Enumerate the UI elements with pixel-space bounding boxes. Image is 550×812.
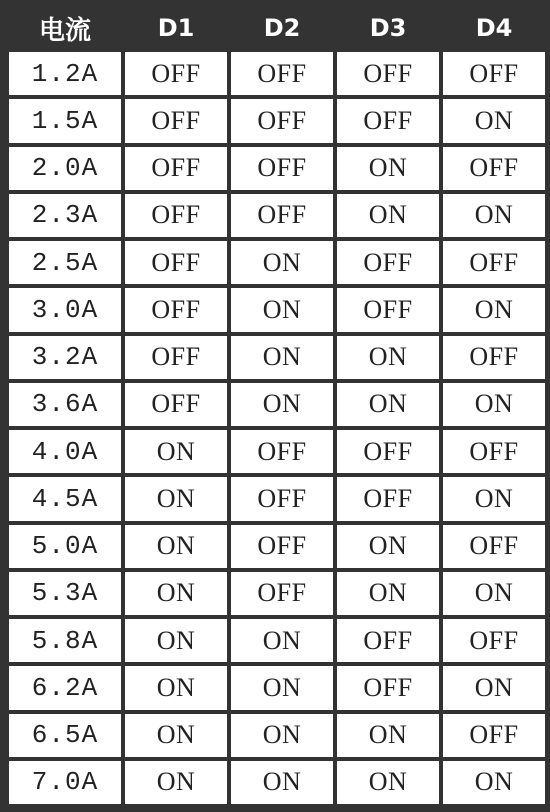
- d2-switch-state-cell: ON: [231, 619, 333, 662]
- d3-switch-state-cell: ON: [337, 336, 439, 379]
- current-value-cell: 1.2A: [9, 52, 121, 95]
- current-value-cell: 5.3A: [9, 572, 121, 615]
- current-value-cell: 6.2A: [9, 666, 121, 709]
- d1-switch-state-cell: OFF: [125, 194, 227, 237]
- d4-switch-state-cell: ON: [443, 666, 545, 709]
- table-row: [9, 572, 545, 615]
- d2-switch-state-cell: ON: [231, 761, 333, 804]
- d3-switch-state-cell: OFF: [337, 52, 439, 95]
- d2-switch-state-cell: OFF: [231, 52, 333, 95]
- header-d1: D1: [125, 8, 227, 48]
- d2-switch-state-cell: OFF: [231, 525, 333, 568]
- current-value-cell: 4.0A: [9, 430, 121, 473]
- d1-switch-state-cell: ON: [125, 477, 227, 520]
- d1-switch-state-cell: OFF: [125, 52, 227, 95]
- d2-switch-state-cell: ON: [231, 288, 333, 331]
- table-row: [9, 525, 545, 568]
- table-header: [9, 8, 545, 48]
- header-d2: D2: [231, 8, 333, 48]
- table-row: [9, 336, 545, 379]
- d2-switch-state-cell: OFF: [231, 572, 333, 615]
- d2-switch-state-cell: ON: [231, 714, 333, 757]
- current-value-cell: 3.2A: [9, 336, 121, 379]
- d4-switch-state-cell: OFF: [443, 52, 545, 95]
- d2-switch-state-cell: ON: [231, 666, 333, 709]
- d1-switch-state-cell: OFF: [125, 383, 227, 426]
- d2-switch-state-cell: ON: [231, 336, 333, 379]
- d1-switch-state-cell: ON: [125, 525, 227, 568]
- d3-switch-state-cell: OFF: [337, 666, 439, 709]
- current-value-cell: 6.5A: [9, 714, 121, 757]
- d4-switch-state-cell: OFF: [443, 619, 545, 662]
- d1-switch-state-cell: OFF: [125, 336, 227, 379]
- d3-switch-state-cell: OFF: [337, 477, 439, 520]
- d4-switch-state-cell: ON: [443, 761, 545, 804]
- d4-switch-state-cell: ON: [443, 477, 545, 520]
- d3-switch-state-cell: ON: [337, 572, 439, 615]
- d3-switch-state-cell: ON: [337, 383, 439, 426]
- d1-switch-state-cell: OFF: [125, 288, 227, 331]
- d2-switch-state-cell: OFF: [231, 477, 333, 520]
- current-value-cell: 5.0A: [9, 525, 121, 568]
- header-row: [9, 8, 545, 48]
- table-row: [9, 761, 545, 804]
- d3-switch-state-cell: ON: [337, 525, 439, 568]
- current-value-cell: 2.3A: [9, 194, 121, 237]
- current-value-cell: 7.0A: [9, 761, 121, 804]
- current-value-cell: 2.0A: [9, 147, 121, 190]
- table-row: [9, 52, 545, 95]
- dip-switch-current-table: [5, 4, 549, 808]
- d4-switch-state-cell: OFF: [443, 241, 545, 284]
- table-row: [9, 241, 545, 284]
- table-row: [9, 477, 545, 520]
- d4-switch-state-cell: OFF: [443, 336, 545, 379]
- current-value-cell: 2.5A: [9, 241, 121, 284]
- table-row: [9, 194, 545, 237]
- d2-switch-state-cell: OFF: [231, 430, 333, 473]
- d2-switch-state-cell: ON: [231, 241, 333, 284]
- d3-switch-state-cell: OFF: [337, 288, 439, 331]
- current-value-cell: 4.5A: [9, 477, 121, 520]
- d3-switch-state-cell: ON: [337, 147, 439, 190]
- d3-switch-state-cell: ON: [337, 714, 439, 757]
- d1-switch-state-cell: ON: [125, 714, 227, 757]
- d1-switch-state-cell: OFF: [125, 241, 227, 284]
- d1-switch-state-cell: OFF: [125, 99, 227, 142]
- table-row: [9, 619, 545, 662]
- d4-switch-state-cell: ON: [443, 572, 545, 615]
- d4-switch-state-cell: OFF: [443, 430, 545, 473]
- d3-switch-state-cell: ON: [337, 194, 439, 237]
- current-value-cell: 5.8A: [9, 619, 121, 662]
- table-row: [9, 666, 545, 709]
- header-current: 电流: [9, 8, 121, 48]
- header-d4: D4: [443, 8, 545, 48]
- d2-switch-state-cell: OFF: [231, 147, 333, 190]
- d2-switch-state-cell: OFF: [231, 99, 333, 142]
- d2-switch-state-cell: ON: [231, 383, 333, 426]
- table-body: [9, 52, 545, 804]
- d4-switch-state-cell: ON: [443, 99, 545, 142]
- d1-switch-state-cell: ON: [125, 666, 227, 709]
- d4-switch-state-cell: ON: [443, 288, 545, 331]
- d4-switch-state-cell: OFF: [443, 714, 545, 757]
- table-row: [9, 288, 545, 331]
- table-row: [9, 714, 545, 757]
- d3-switch-state-cell: ON: [337, 761, 439, 804]
- table-row: [9, 99, 545, 142]
- d3-switch-state-cell: OFF: [337, 619, 439, 662]
- d1-switch-state-cell: ON: [125, 430, 227, 473]
- d3-switch-state-cell: OFF: [337, 241, 439, 284]
- d1-switch-state-cell: OFF: [125, 147, 227, 190]
- d1-switch-state-cell: ON: [125, 619, 227, 662]
- d1-switch-state-cell: ON: [125, 761, 227, 804]
- current-value-cell: 3.6A: [9, 383, 121, 426]
- table-row: [9, 383, 545, 426]
- d3-switch-state-cell: OFF: [337, 99, 439, 142]
- table-row: [9, 147, 545, 190]
- d4-switch-state-cell: ON: [443, 194, 545, 237]
- d4-switch-state-cell: ON: [443, 383, 545, 426]
- d2-switch-state-cell: OFF: [231, 194, 333, 237]
- header-d3: D3: [337, 8, 439, 48]
- d3-switch-state-cell: OFF: [337, 430, 439, 473]
- d4-switch-state-cell: OFF: [443, 147, 545, 190]
- table-row: [9, 430, 545, 473]
- current-value-cell: 1.5A: [9, 99, 121, 142]
- current-value-cell: 3.0A: [9, 288, 121, 331]
- d1-switch-state-cell: ON: [125, 572, 227, 615]
- d4-switch-state-cell: OFF: [443, 525, 545, 568]
